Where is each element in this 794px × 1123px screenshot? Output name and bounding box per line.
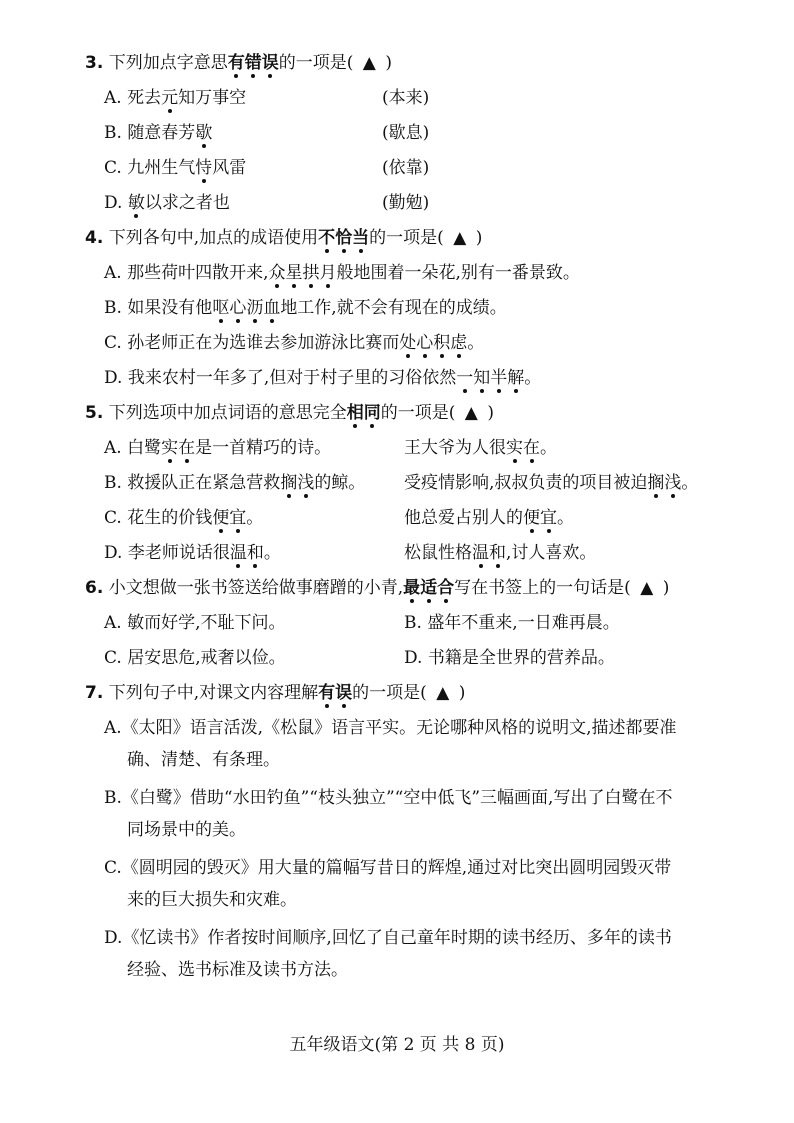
emphasis-dot-char: 适 [420, 578, 438, 598]
emphasis-dot-char: 星 [285, 263, 303, 283]
emphasis-dot-char: 最 [403, 578, 421, 598]
emphasis-dot-char: 浅 [297, 473, 315, 493]
q5-option-c-right: 他总爱占别人的便宜。 [404, 508, 574, 528]
answer-marker-icon: ▲ [464, 403, 478, 423]
q7-number: 7. [85, 683, 104, 703]
dotted-char: 元 [161, 88, 179, 108]
q3-stem: 3. 下列加点字意思有错误的一项是( ▲ ) [85, 53, 392, 73]
dotted-word [647, 473, 681, 493]
page-footer: 五年级语文(第 2 页 共 8 页) [289, 1035, 505, 1055]
q7-option-d-line2: 经验、选书标准及读书方法。 [127, 960, 348, 980]
q7-stem: 7. 下列句子中,对课文内容理解有误的一项是( ▲ ) [85, 683, 466, 703]
q6-number: 6. [85, 578, 104, 598]
q4-option-a: A. 那些荷叶四散开来,众星拱月般地围着一朵花,别有一番景致。 [104, 263, 580, 283]
q5-option-d-left: D. 李老师说话很温和。 [104, 543, 281, 563]
q6-stem: 6. 小文想做一张书签送给做事磨蹭的小青,最适合写在书签上的一句话是( ▲ ) [85, 578, 670, 598]
emphasis-dot-char: 误 [261, 53, 279, 73]
emphasis-dot-char: 实 [161, 438, 179, 458]
emphasis-dot-char: 宜 [540, 508, 557, 528]
emphasis-dot-char: 呕 [212, 298, 230, 318]
emphasis-dot-char: 和 [246, 543, 264, 563]
emphasis-dot-char: 半 [490, 368, 508, 388]
emphasis-dot-char: 在 [523, 438, 540, 458]
emphasis-dot-char: 一 [456, 368, 474, 388]
dotted-word [506, 438, 540, 458]
gloss: (歇息) [382, 123, 430, 143]
emphasis-dot-char: 同 [363, 403, 381, 423]
emphasis-dot-char: 心 [416, 333, 434, 353]
q6-option-a: A. 敏而好学,不耻下问。 [104, 613, 286, 633]
emphasis-dot-char: 错 [244, 53, 262, 73]
q7-emphasis [318, 683, 352, 703]
q3-emphasis [228, 53, 279, 73]
dotted-word [161, 438, 195, 458]
emphasis-dot-char: 实 [506, 438, 523, 458]
q5-option-b-right: 受疫情影响,叔叔负责的项目被迫搁浅。 [404, 473, 699, 493]
emphasis-dot-char: 搁 [647, 473, 665, 493]
q7-option-b-line1: B.《白鹭》借助“水田钓鱼”“枝头独立”“空中低飞”三幅画面,写出了白鹭在不 [104, 788, 673, 808]
gloss: (依靠) [382, 158, 430, 178]
gloss: (本来) [382, 88, 430, 108]
dotted-idiom [399, 333, 467, 353]
q4-number: 4. [85, 228, 104, 248]
emphasis-dot-char: 便 [523, 508, 540, 528]
q4-option-c: C. 孙老师正在为选谁去参加游泳比赛而处心积虑。 [104, 333, 485, 353]
q4-stem: 4. 下列各句中,加点的成语使用不恰当的一项是( ▲ ) [85, 228, 483, 248]
answer-marker-icon: ▲ [436, 683, 450, 703]
q4-option-d: D. 我来农村一年多了,但对于村子里的习俗依然一知半解。 [104, 368, 542, 388]
dotted-word [230, 543, 264, 563]
q3-option-a: A. 死去元知万事空 (本来) [104, 88, 430, 108]
q5-option-a-right: 王大爷为人很实在。 [404, 438, 557, 458]
dotted-idiom [212, 298, 280, 318]
q5-stem: 5. 下列选项中加点词语的意思完全相同的一项是( ▲ ) [85, 403, 494, 423]
emphasis-dot-char: 有 [318, 683, 336, 703]
emphasis-dot-char: 众 [268, 263, 286, 283]
answer-marker-icon: ▲ [640, 578, 654, 598]
q3-option-d: D. 敏以求之者也 (勤勉) [104, 193, 430, 213]
emphasis-dot-char: 和 [489, 543, 506, 563]
emphasis-dot-char: 当 [352, 228, 370, 248]
emphasis-dot-char: 相 [346, 403, 364, 423]
dotted-word [280, 473, 314, 493]
emphasis-dot-char: 不 [318, 228, 336, 248]
q5-option-b-left: B. 救援队正在紧急营救搁浅的鲸。 [104, 473, 366, 493]
emphasis-dot-char: 搁 [280, 473, 298, 493]
q5-emphasis [347, 403, 381, 423]
emphasis-dot-char: 宜 [229, 508, 247, 528]
emphasis-dot-char: 误 [335, 683, 353, 703]
q7-option-c-line1: C.《圆明园的毁灭》用大量的篇幅写昔日的辉煌,通过对比突出圆明园毁灭带 [104, 858, 672, 878]
q7-option-a-line2: 确、清楚、有条理。 [127, 750, 280, 770]
dotted-word [212, 508, 246, 528]
q7-option-a-line1: A.《太阳》语言活泼,《松鼠》语言平实。无论哪种风格的说明文,描述都要准 [104, 718, 677, 738]
dotted-word [523, 508, 557, 528]
dotted-char: 敏 [127, 193, 145, 213]
q3-number: 3. [85, 53, 104, 73]
emphasis-dot-char: 浅 [664, 473, 682, 493]
q4-emphasis [318, 228, 369, 248]
emphasis-dot-char: 在 [178, 438, 196, 458]
emphasis-dot-char: 积 [433, 333, 451, 353]
dotted-idiom [269, 263, 337, 283]
q6-option-b: B. 盛年不重来,一日难再晨。 [404, 613, 620, 633]
q7-option-c-line2: 来的巨大损失和灾难。 [127, 890, 297, 910]
q4-option-b: B. 如果没有他呕心沥血地工作,就不会有现在的成绩。 [104, 298, 507, 318]
dotted-word [472, 543, 506, 563]
q7-option-b-line2: 同场景中的美。 [127, 820, 246, 840]
q5-option-a-left: A. 白鹭实在是一首精巧的诗。 [104, 438, 332, 458]
emphasis-dot-char: 合 [437, 578, 455, 598]
emphasis-dot-char: 有 [227, 53, 245, 73]
emphasis-dot-char: 拱 [302, 263, 320, 283]
q3-option-c: C. 九州生气恃风雷 (依靠) [104, 158, 430, 178]
emphasis-dot-char: 温 [472, 543, 489, 563]
emphasis-dot-char: 月 [319, 263, 337, 283]
answer-marker-icon: ▲ [453, 228, 467, 248]
q6-option-d: D. 书籍是全世界的营养品。 [404, 648, 615, 668]
q6-option-c: C. 居安思危,戒奢以俭。 [104, 648, 286, 668]
emphasis-dot-char: 便 [212, 508, 230, 528]
q5-option-c-left: C. 花生的价钱便宜。 [104, 508, 264, 528]
emphasis-dot-char: 心 [229, 298, 247, 318]
dotted-idiom [456, 368, 524, 388]
q3-option-b: B. 随意春芳歇 (歇息) [104, 123, 430, 143]
dotted-char: 歇 [195, 123, 213, 143]
gloss: (勤勉) [382, 193, 430, 213]
q5-number: 5. [85, 403, 104, 423]
emphasis-dot-char: 知 [473, 368, 491, 388]
emphasis-dot-char: 温 [229, 543, 247, 563]
emphasis-dot-char: 血 [263, 298, 281, 318]
answer-marker-icon: ▲ [362, 53, 376, 73]
q6-emphasis [403, 578, 454, 598]
dotted-char: 恃 [195, 158, 213, 178]
emphasis-dot-char: 处 [399, 333, 417, 353]
emphasis-dot-char: 恰 [335, 228, 353, 248]
emphasis-dot-char: 解 [507, 368, 525, 388]
q7-option-d-line1: D.《忆读书》作者按时间顺序,回忆了自己童年时期的读书经历、多年的读书 [104, 928, 672, 948]
emphasis-dot-char: 虑 [450, 333, 468, 353]
emphasis-dot-char: 沥 [246, 298, 264, 318]
q5-option-d-right: 松鼠性格温和,讨人喜欢。 [404, 543, 597, 563]
